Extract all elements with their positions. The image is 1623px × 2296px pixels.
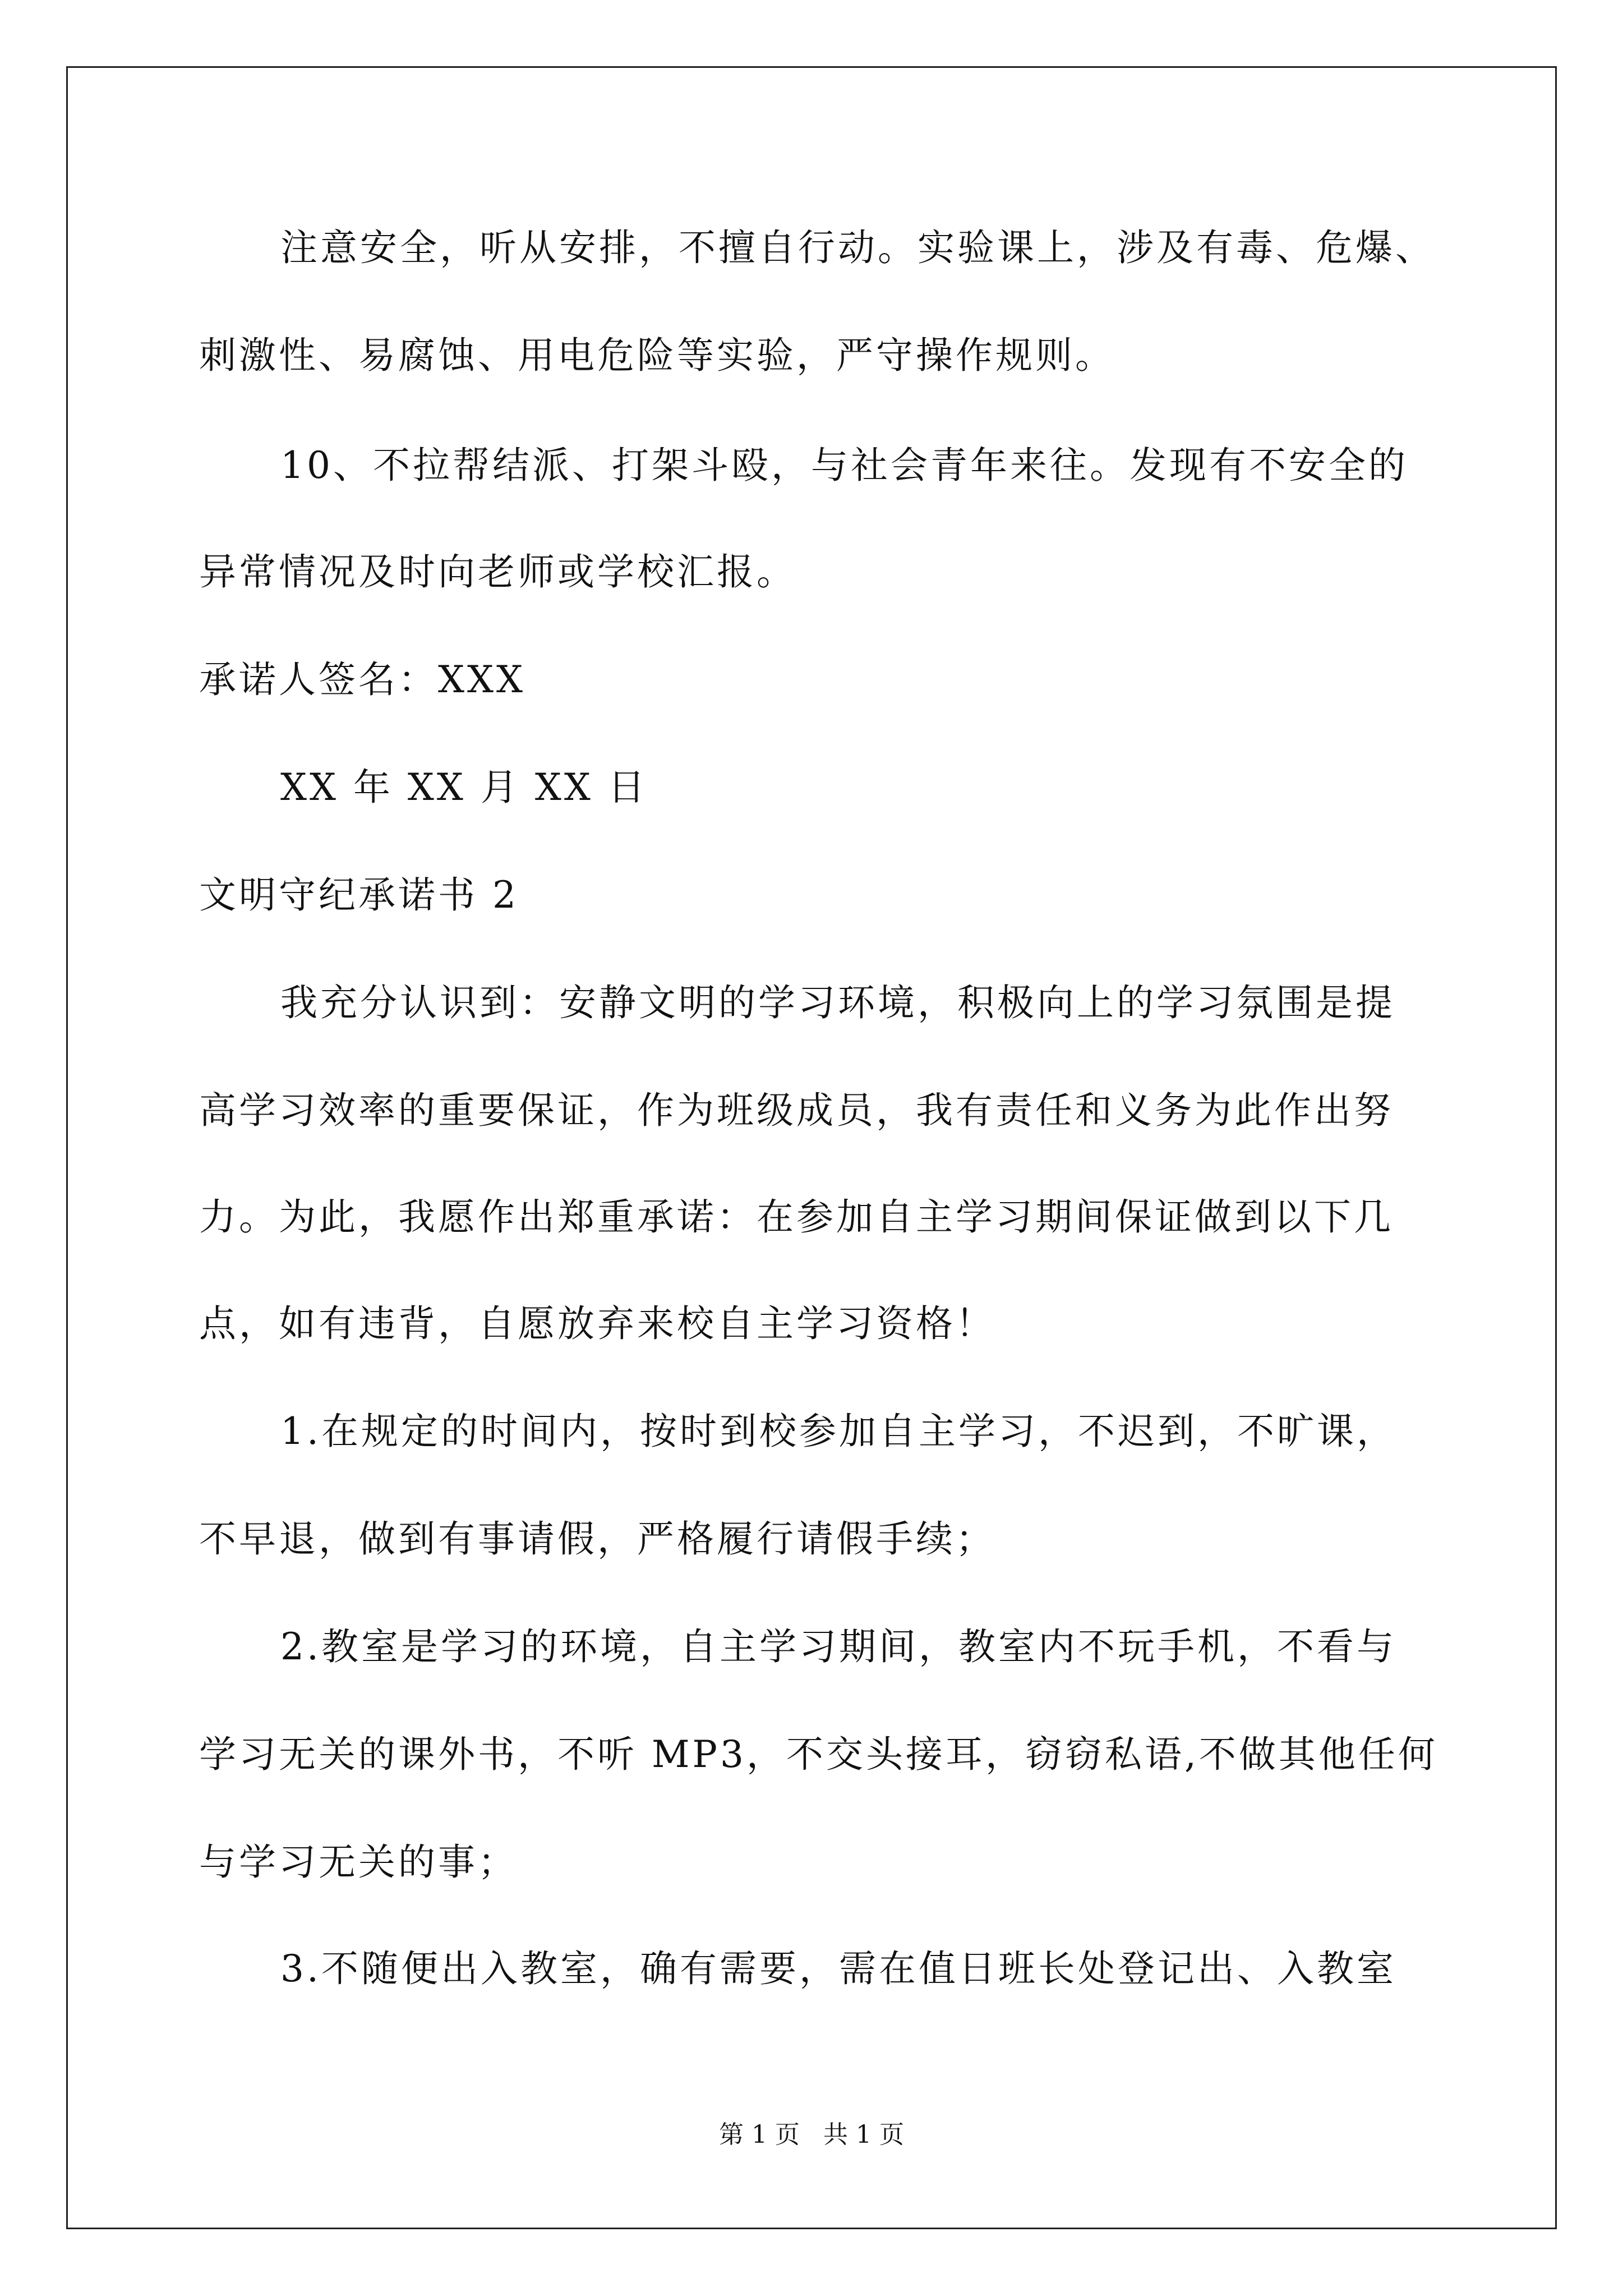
paragraph-line: 我充分认识到：安静文明的学习环境，积极向上的学习氛围是提: [280, 981, 1395, 1024]
paragraph-line: 点，如有违背，自愿放弃来校自主学习资格！: [199, 1302, 995, 1345]
paragraph-line: 学习无关的课外书，不听 MP3，不交头接耳，窃窃私语,不做其他任何: [199, 1733, 1438, 1776]
section-title: 文明守纪承诺书 2: [199, 873, 519, 917]
paragraph-line: 不早退，做到有事请假，严格履行请假手续；: [199, 1517, 995, 1561]
paragraph-line: 异常情况及时向老师或学校汇报。: [199, 550, 796, 593]
paragraph-line: 3.不随便出入教室，确有需要，需在值日班长处登记出、入教室: [280, 1947, 1396, 1990]
paragraph-line: 高学习效率的重要保证，作为班级成员，我有责任和义务为此作出努: [199, 1089, 1394, 1132]
page-number-footer: 第 1 页 共 1 页: [719, 2120, 904, 2149]
paragraph-line: 力。为此，我愿作出郑重承诺：在参加自主学习期间保证做到以下几: [199, 1195, 1394, 1239]
paragraph-line: 1.在规定的时间内，按时到校参加自主学习，不迟到，不旷课，: [280, 1410, 1396, 1453]
page-border: [66, 66, 1557, 2229]
signature-line: 承诺人签名：XXX: [199, 658, 525, 701]
paragraph-line: 与学习无关的事；: [199, 1841, 518, 1884]
paragraph-line: 注意安全，听从安排，不擅自行动。实验课上，涉及有毒、危爆、: [280, 226, 1435, 269]
paragraph-line: 10、不拉帮结派、打架斗殴，与社会青年来往。发现有不安全的: [280, 444, 1408, 487]
date-line: XX 年 XX 月 XX 日: [280, 766, 648, 809]
paragraph-line: 刺激性、易腐蚀、用电危险等实验，严守操作规则。: [199, 334, 1115, 377]
paragraph-line: 2.教室是学习的环境，自主学习期间，教室内不玩手机，不看与: [280, 1625, 1396, 1668]
